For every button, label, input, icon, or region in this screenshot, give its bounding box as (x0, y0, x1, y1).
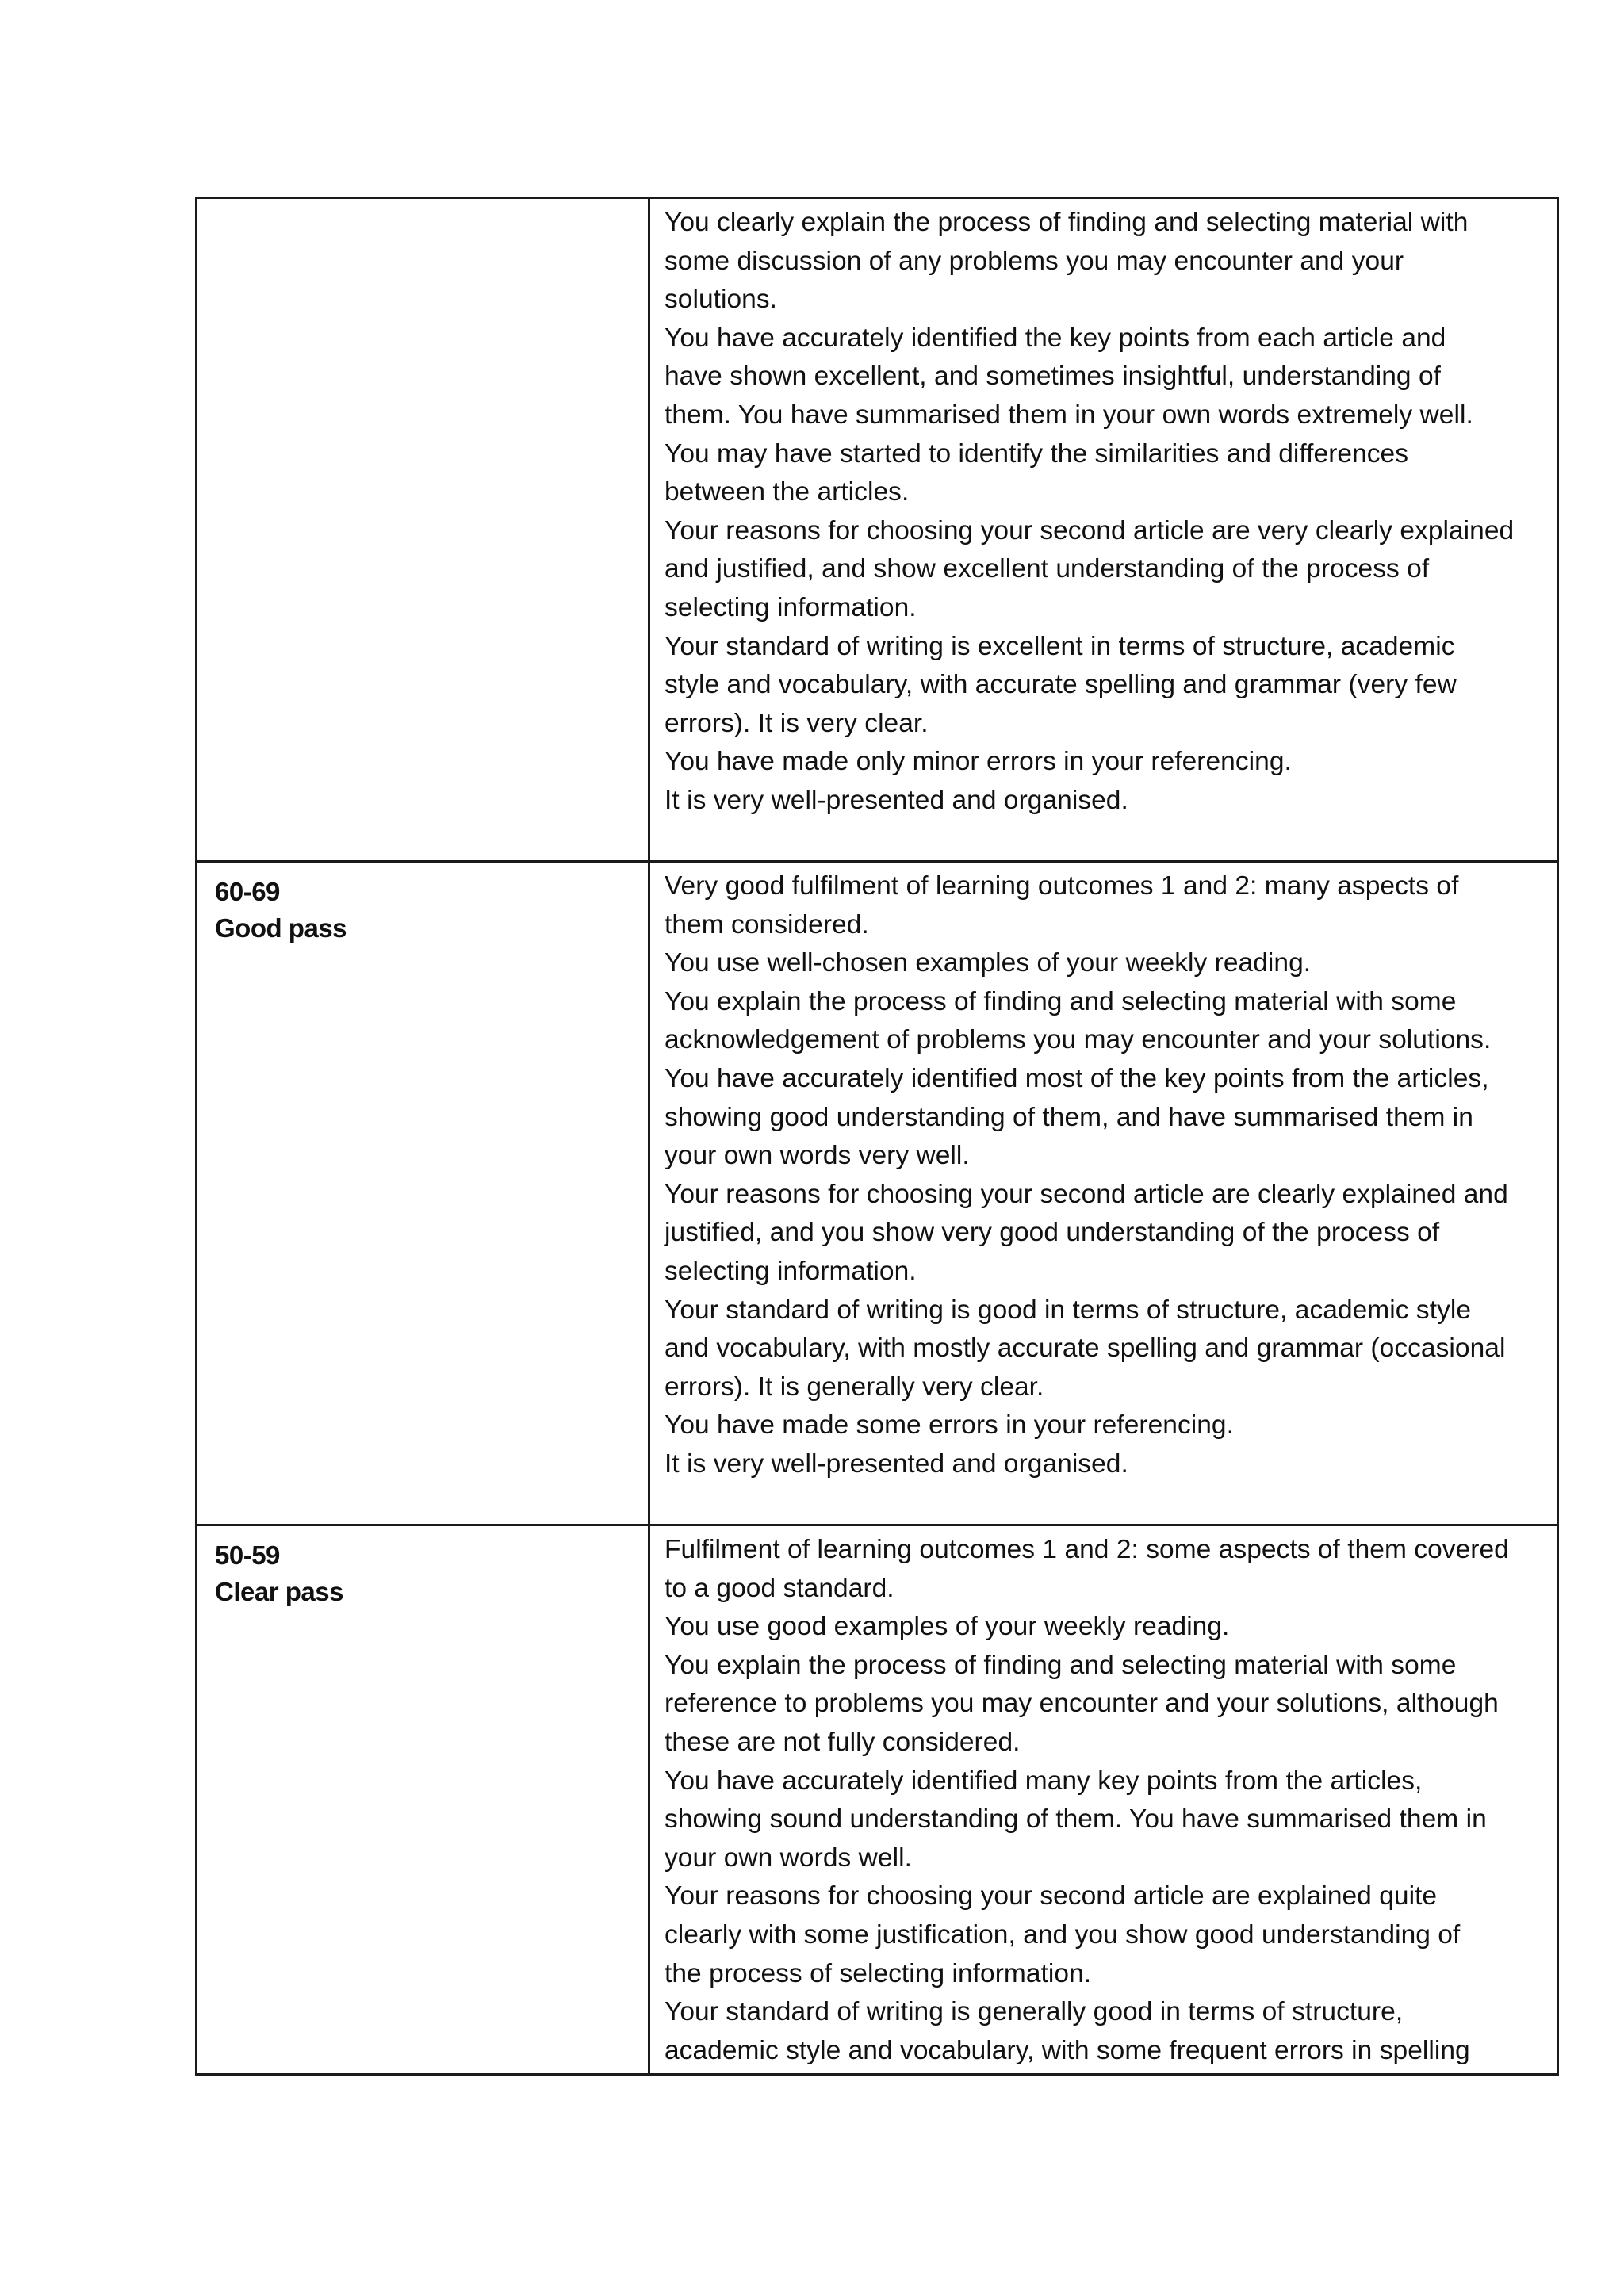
criteria-line: the process of selecting information. (665, 1958, 1092, 1988)
criteria-line: It is very well-presented and organised. (665, 785, 1128, 815)
criteria-line: Your reasons for choosing your second article are very clearly explained (665, 515, 1515, 545)
criteria-line: Your standard of writing is generally good in terms of structure, (665, 1997, 1404, 2027)
criteria-line: You use good examples of your weekly reading. (665, 1612, 1230, 1642)
criteria-line: You explain the process of finding and selecting material with some (665, 1650, 1457, 1680)
criteria-line: your own words well. (665, 1843, 912, 1873)
criteria-line: showing good understanding of them, and have summarised them in (665, 1102, 1473, 1132)
criteria-line: showing sound understanding of them. You have summarised them in (665, 1804, 1487, 1835)
criteria-description-cell (649, 1525, 1558, 2075)
criteria-line: Your reasons for choosing your second article are explained quite (665, 1881, 1438, 1911)
rubric-row (197, 1525, 1558, 2075)
criteria-line: It is very well-presented and organised. (665, 1448, 1128, 1479)
criteria-line: Fulfilment of learning outcomes 1 and 2: some aspects of them covered (665, 1535, 1509, 1564)
criteria-line: them considered. (665, 909, 869, 939)
criteria-line: You have accurately identified many key points from the articles, (665, 1766, 1423, 1796)
rubric-row (197, 862, 1558, 1525)
criteria-line: Your standard of writing is excellent in terms of structure, academic (665, 631, 1455, 661)
grade-range: 60-69 (215, 877, 280, 906)
criteria-line: Your reasons for choosing your second article are clearly explained and (665, 1179, 1508, 1209)
criteria-line: You use well-chosen examples of your weekly reading. (665, 948, 1312, 978)
criteria-line: your own words very well. (665, 1141, 970, 1171)
criteria-line: You clearly explain the process of finding and selecting material with (665, 208, 1469, 237)
criteria-line: errors). It is generally very clear. (665, 1372, 1044, 1402)
criteria-line: reference to problems you may encounter and your solutions, although (665, 1689, 1499, 1719)
criteria-line: You have accurately identified most of the key points from the articles, (665, 1063, 1489, 1093)
criteria-line: have shown excellent, and sometimes insightful, understanding of (665, 362, 1442, 392)
criteria-line: academic style and vocabulary, with some frequent errors in spelling (665, 2035, 1470, 2065)
rubric-row (197, 198, 1558, 862)
criteria-description-cell (649, 862, 1558, 1525)
criteria-description-cell (649, 198, 1558, 862)
marking-rubric-table (195, 197, 1559, 2076)
criteria-line: justified, and you show very good understanding of the process of (665, 1218, 1440, 1248)
criteria-line: solutions. (665, 285, 778, 315)
criteria-line: some discussion of any problems you may encounter and your (665, 246, 1404, 276)
criteria-line: between the articles. (665, 477, 910, 507)
criteria-line: these are not fully considered. (665, 1727, 1021, 1757)
criteria-line: You have accurately identified the key points from each article and (665, 323, 1446, 353)
criteria-line: style and vocabulary, with accurate spelling and grammar (very few (665, 670, 1457, 700)
criteria-line: selecting information. (665, 1256, 917, 1286)
criteria-line: You explain the process of finding and selecting material with some (665, 986, 1457, 1016)
criteria-line: acknowledgement of problems you may encounter and your solutions. (665, 1025, 1492, 1055)
criteria-line: errors). It is very clear. (665, 708, 929, 738)
criteria-line: clearly with some justification, and you show good understanding of (665, 1919, 1461, 1950)
grade-cell (197, 198, 649, 862)
grade-cell (197, 862, 649, 1525)
criteria-line: You may have started to identify the similarities and differences (665, 438, 1409, 469)
criteria-line: and justified, and show excellent understanding of the process of (665, 554, 1430, 584)
criteria-line: Your standard of writing is good in terms of structure, academic style (665, 1295, 1472, 1325)
grade-range: 50-59 (215, 1540, 280, 1570)
criteria-line: Very good fulfilment of learning outcomes 1 and 2: many aspects of (665, 871, 1459, 901)
grade-label: Good pass (215, 913, 347, 943)
grade-cell (197, 1525, 649, 2075)
criteria-line: You have made some errors in your referencing. (665, 1410, 1234, 1441)
criteria-line: selecting information. (665, 592, 917, 622)
criteria-line: to a good standard. (665, 1573, 894, 1603)
grade-label: Clear pass (215, 1577, 343, 1606)
criteria-line: them. You have summarised them in your own words extremely well. (665, 400, 1473, 430)
criteria-line: and vocabulary, with mostly accurate spelling and grammar (occasional (665, 1334, 1506, 1364)
criteria-line: You have made only minor errors in your referencing. (665, 747, 1292, 777)
